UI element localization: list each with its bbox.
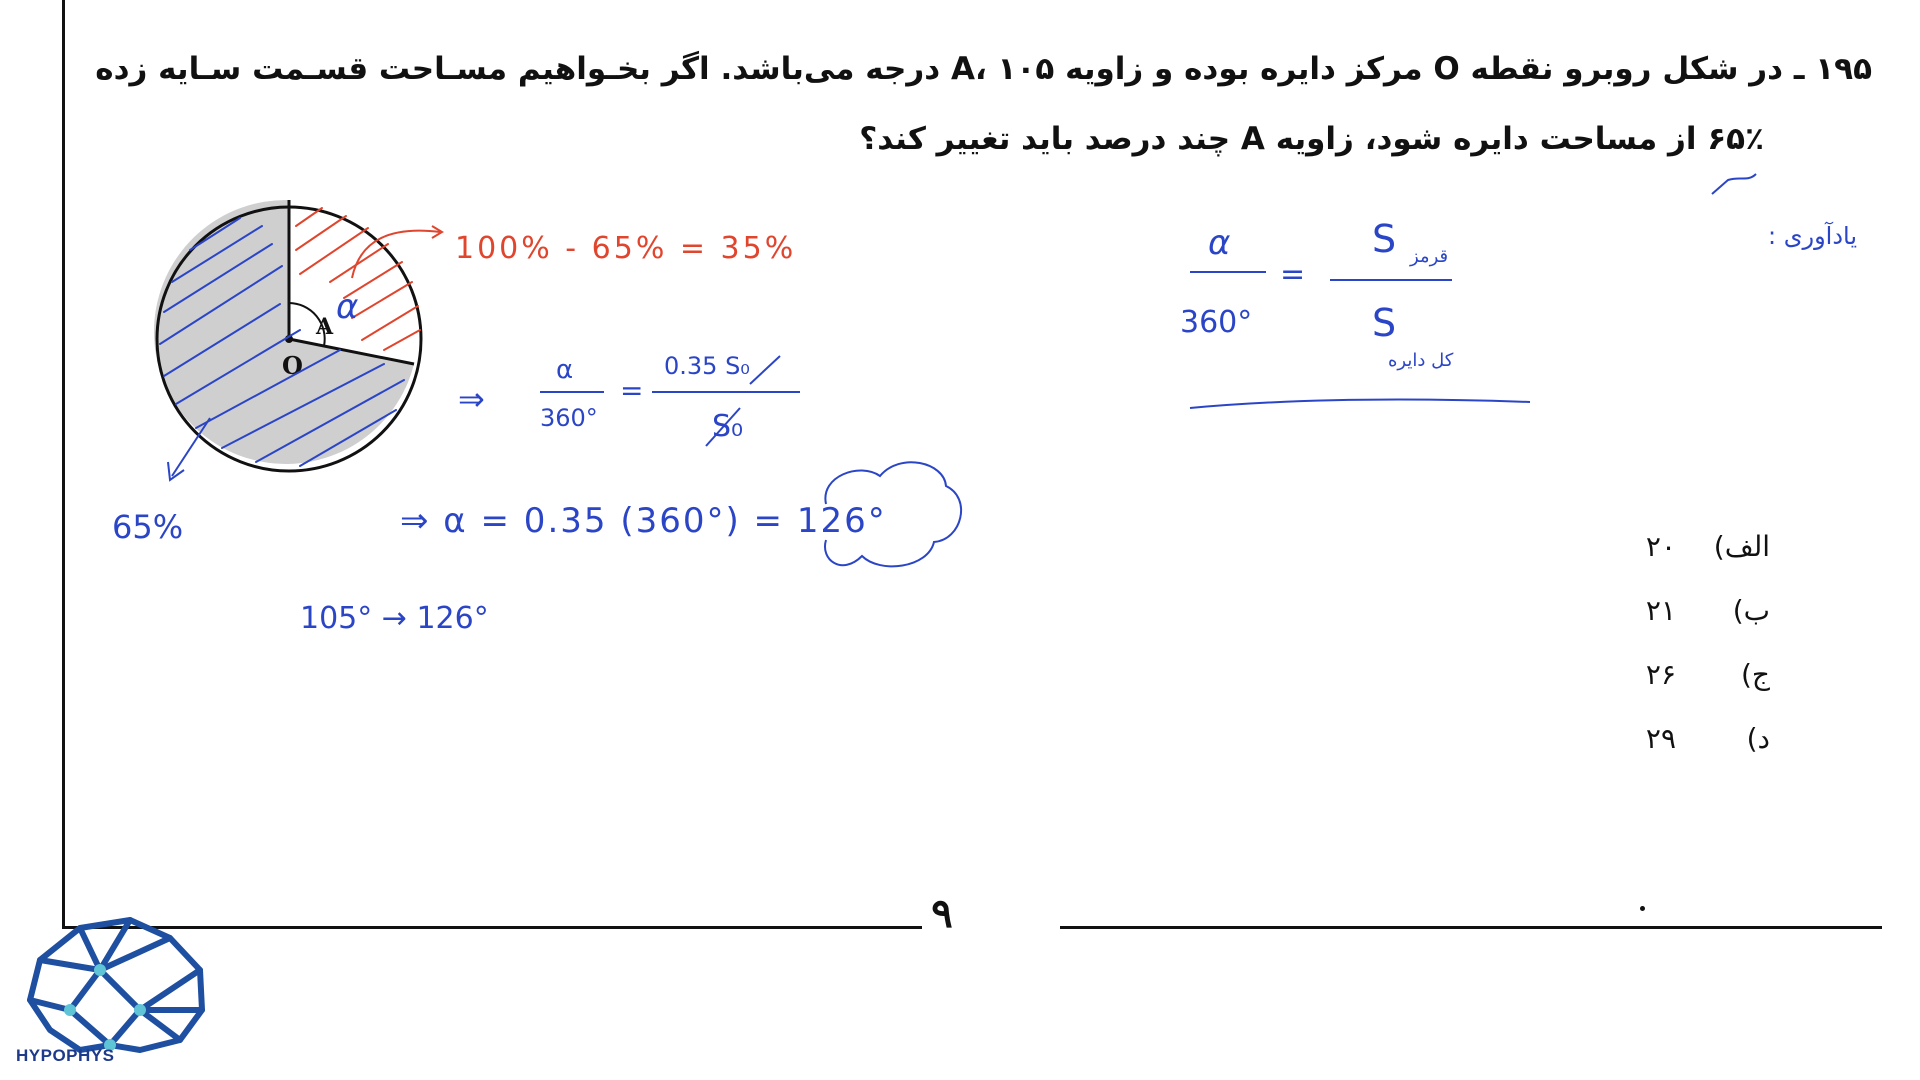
brain-network-icon	[10, 900, 210, 1070]
option-label: ب)	[1732, 593, 1770, 627]
alpha-label: α	[336, 287, 359, 327]
solution-line: ⇒ α = 0.35 (360°) = 126°	[400, 501, 887, 541]
reminder-squiggle	[1712, 174, 1756, 194]
question-line-2: ۶۵٪ از مساحت دایره شود، زاویه A چند درصد باید تغییر کند؟	[859, 121, 1764, 157]
cancel-mark-top	[750, 356, 780, 384]
reminder-label: یادآوری :	[1768, 222, 1858, 250]
eq-alpha-num: α	[556, 355, 574, 385]
option-value: ۲۰	[1645, 529, 1676, 563]
formula-s-bottom-sub: کل دایره	[1388, 350, 1454, 371]
formula-underline	[1190, 400, 1530, 408]
eq-rhs-den: S₀	[712, 409, 744, 444]
question-line-1: ۱۹۵ ـ در شکل روبرو نقطه O مرکز دایره بوده و زاویه A، ۱۰۵ درجه می‌باشد. اگر بخـواهیم مسـاحت قسـمت سـایه زده	[95, 51, 1872, 87]
option-value: ۲۶	[1645, 657, 1676, 691]
circle-diagram	[154, 200, 421, 471]
formula-s-top: S	[1372, 217, 1397, 261]
formula-360: 360°	[1180, 305, 1253, 340]
option-value: ۲۱	[1645, 593, 1676, 627]
pct-65-label: 65%	[112, 508, 184, 546]
red-percent-note: 100% - 65% = 35%	[455, 231, 797, 266]
eq-alpha-den: 360°	[540, 404, 598, 432]
eq-rhs-num: 0.35 S₀	[664, 352, 750, 380]
option-label: د)	[1746, 721, 1770, 755]
option-value: ۲۹	[1645, 721, 1676, 755]
page-number: ۹	[931, 890, 953, 937]
change-line: 105° → 126°	[300, 601, 489, 636]
formula-s-top-sub: قرمز	[1410, 246, 1449, 267]
formula-alpha: α	[1208, 223, 1231, 263]
option-label: ج)	[1741, 657, 1770, 691]
angle-label-a: A	[316, 314, 334, 340]
formula-s-bottom: S	[1372, 301, 1397, 345]
center-label-o: O	[282, 351, 303, 380]
formula-equals: =	[1280, 257, 1306, 292]
eq-equals: =	[620, 374, 644, 407]
option-label: الف)	[1713, 529, 1770, 563]
logo-text: HYPOPHYS	[16, 1046, 115, 1065]
implies-arrow-1: ⇒	[458, 380, 485, 418]
